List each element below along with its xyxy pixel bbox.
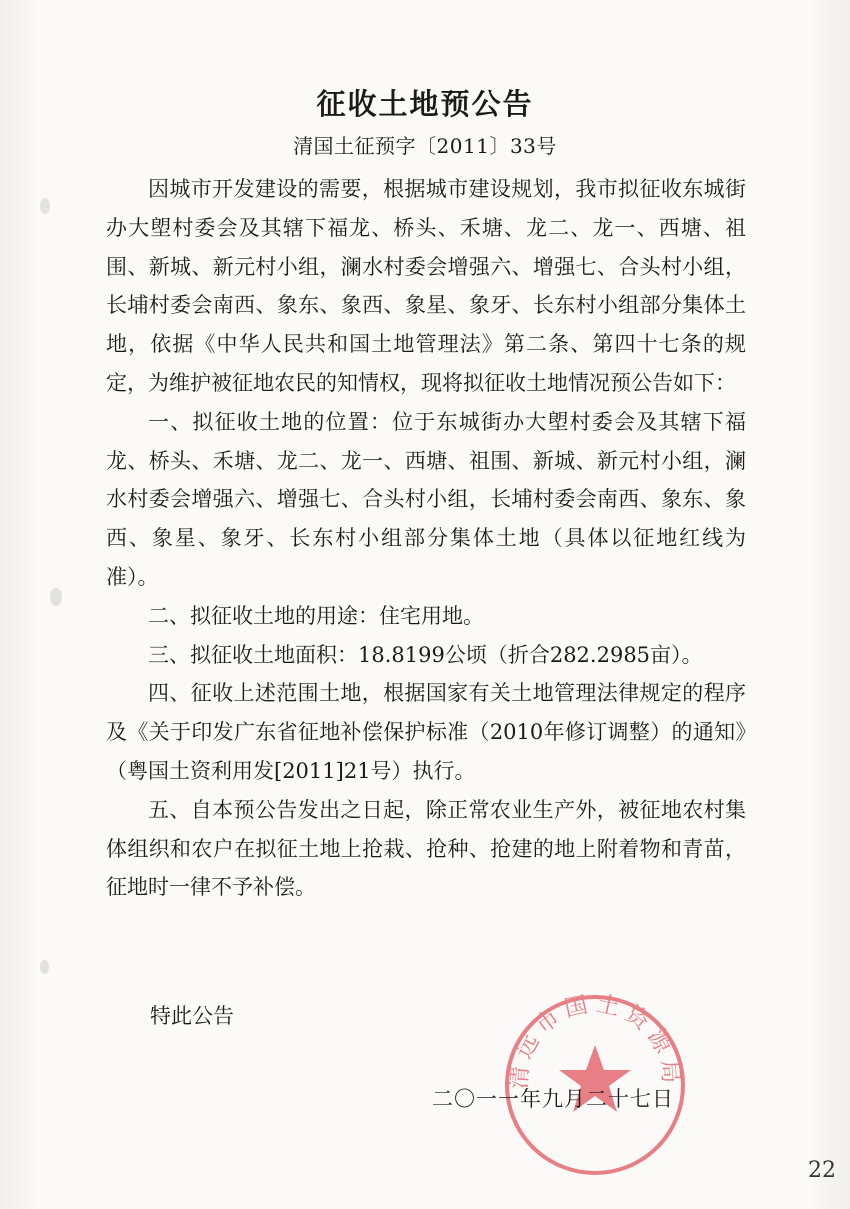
clause-area: 三、拟征收土地面积：18.8199公顷（折合282.2985亩）。	[148, 642, 703, 667]
clause-usage: 二、拟征收土地的用途：住宅用地。	[148, 603, 484, 628]
paper-spot	[40, 198, 50, 214]
paper-spot	[50, 588, 62, 606]
paper-spot	[40, 960, 49, 974]
clause-procedure: 四、征收上述范围土地，根据国家有关土地管理法律规定的程序及《关于印发广东省征地补偿保护标准（2010年修订调整）的通知》（粤国土资利用发[2011]21号）执行。	[106, 681, 746, 783]
issue-date: 二〇一一年九月二十七日	[432, 1087, 674, 1111]
closing-text: 特此公告	[150, 1004, 234, 1028]
clause-compensation: 五、自本预公告发出之日起，除正常农业生产外，被征地农村集体组织和农户在拟征土地上抢栽、抢种、抢建的地上附着物和青苗，征地时一律不予补偿。	[106, 797, 746, 900]
page-title: 征收土地预公告	[316, 87, 534, 121]
seal-text: 清远市国土资源局	[506, 990, 684, 1090]
document-number: 清国土征预字〔2011〕33号	[293, 134, 557, 158]
intro-paragraph: 因城市开发建设的需要，根据城市建设规划，我市拟征收东城街办大塱村委会及其辖下福龙、桥头、禾塘、龙二、龙一、西塘、祖围、新城、新元村小组，澜水村委会增强六、增强七、合头村小组，长埔村委会南西、象东、象西、象星、象牙、长东村小组部分集体土地，依据《中华人民共和国土地管理法》第二条、第四十七条的规定，为维护被征地农民的知情权，现将拟征收土地情况预公告如下：	[106, 177, 746, 395]
clause-location: 一、拟征收土地的位置：位于东城街办大塱村委会及其辖下福龙、桥头、禾塘、龙二、龙一、西塘、祖围、新城、新元村小组，澜水村委会增强六、增强七、合头村小组，长埔村委会南西、象东、象西、象星、象牙、长东村小组部分集体土地（具体以征地红线为准）。	[106, 409, 746, 589]
document-body	[106, 170, 746, 907]
page-number: 22	[808, 1158, 836, 1183]
